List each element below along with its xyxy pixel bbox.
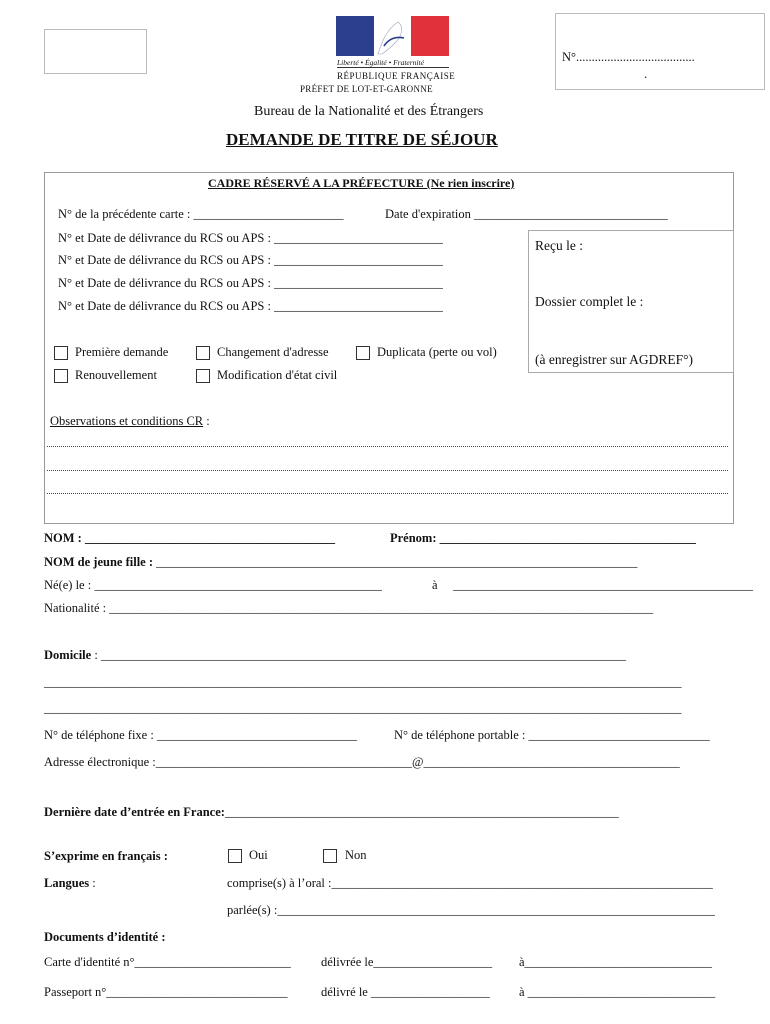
flag-blue-band — [336, 16, 374, 56]
recu-label: Reçu le : — [535, 238, 583, 253]
header-divider — [337, 67, 449, 68]
cadre-title: CADRE RÉSERVÉ A LA PRÉFECTURE (Ne rien inscrire) — [208, 176, 515, 190]
birth-date-field[interactable]: Né(e) le : ______________________________________________ — [44, 578, 382, 592]
bureau-label: Bureau de la Nationalité et des Étrangers — [254, 104, 484, 119]
domicile-line-2[interactable]: ______________________________________________________________________________________________________ — [44, 675, 682, 689]
langues-parlees-field[interactable]: parlée(s) :______________________________________________________________________ — [227, 903, 715, 917]
domicile-label: Domicile — [44, 648, 92, 662]
domicile-field[interactable] — [44, 648, 626, 663]
observations-label — [50, 414, 210, 429]
jeune-fille-field[interactable] — [44, 555, 637, 570]
birth-place-field[interactable]: ________________________________________________ — [453, 578, 753, 592]
documents-label: Documents d’identité : — [44, 930, 166, 944]
rcs-field-2[interactable]: N° et Date de délivrance du RCS ou APS : ___________________________ — [58, 253, 443, 267]
renouvellement-checkbox[interactable] — [54, 369, 68, 383]
observations-line-2[interactable] — [47, 470, 728, 471]
motto: Liberté • Égalité • Fraternité — [337, 58, 424, 67]
premiere-demande-label: Première demande — [75, 345, 169, 359]
langues-comprises-field[interactable]: comprise(s) à l’oral :_____________________________________________________________ — [227, 876, 713, 890]
jeune-fille-line: _____________________________________________________________________________ — [153, 555, 638, 569]
carte-lieu-field[interactable]: à______________________________ — [519, 955, 713, 969]
passeport-field[interactable]: Passeport n°_____________________________ — [44, 985, 288, 999]
domicile-line: : ____________________________________________________________________________________ — [91, 648, 626, 662]
changement-adresse-checkbox[interactable] — [196, 346, 210, 360]
changement-adresse-label: Changement d'adresse — [217, 345, 329, 359]
premiere-demande-checkbox[interactable] — [54, 346, 68, 360]
sexprime-label: S’exprime en français : — [44, 849, 168, 863]
photo-box — [44, 29, 147, 74]
birth-place-label: à — [432, 578, 438, 592]
nom-field[interactable]: NOM : ________________________________________ — [44, 531, 335, 545]
file-number-dot: . — [644, 67, 648, 81]
oui-label: Oui — [249, 848, 268, 862]
langues-label — [44, 876, 96, 891]
prefet-label: PRÉFET DE LOT-ET-GARONNE — [300, 84, 433, 94]
last-entry-line: _______________________________________________________________ — [224, 805, 619, 819]
observations-line-1[interactable] — [47, 446, 728, 447]
observations-line-3[interactable] — [47, 493, 728, 494]
file-number-field[interactable]: N°...................................... — [562, 50, 695, 64]
tel-portable-field[interactable]: N° de téléphone portable : _____________________________ — [394, 728, 710, 742]
domicile-line-3[interactable]: ______________________________________________________________________________________________________ — [44, 701, 682, 715]
langues-title: Langues — [44, 876, 90, 890]
rcs-field-1[interactable]: N° et Date de délivrance du RCS ou APS : ___________________________ — [58, 231, 443, 245]
flag-white-band — [374, 16, 411, 56]
modification-etat-civil-label: Modification d'état civil — [217, 368, 338, 382]
langues-colon: : — [89, 876, 96, 890]
email-field[interactable]: Adresse électronique :_________________________________________@_________________________________________ — [44, 755, 680, 769]
oui-checkbox[interactable] — [228, 849, 242, 863]
observations-title: Observations et conditions CR — [50, 414, 204, 428]
duplicata-checkbox[interactable] — [356, 346, 370, 360]
last-entry-field[interactable] — [44, 805, 619, 820]
marianne-logo — [336, 16, 449, 56]
flag-red-band — [411, 16, 449, 56]
passeport-lieu-field[interactable]: à ______________________________ — [519, 985, 716, 999]
duplicata-label: Duplicata (perte ou vol) — [377, 345, 497, 359]
renouvellement-label: Renouvellement — [75, 368, 157, 382]
marianne-icon — [374, 16, 411, 56]
republique-francaise: RÉPUBLIQUE FRANÇAISE — [337, 71, 456, 81]
receipt-box — [528, 230, 734, 373]
passeport-delivre-field[interactable]: délivré le ___________________ — [321, 985, 490, 999]
jeune-fille-label: NOM de jeune fille : — [44, 555, 154, 569]
last-entry-label: Dernière date d’entrée en France: — [44, 805, 225, 819]
dossier-label: Dossier complet le : — [535, 294, 644, 309]
page-title: DEMANDE DE TITRE DE SÉJOUR — [226, 130, 498, 149]
expiration-field[interactable]: Date d'expiration _______________________________ — [385, 207, 668, 221]
prenom-text: Prénom: _________________________________________ — [390, 531, 696, 545]
non-label: Non — [345, 848, 367, 862]
carte-delivree-field[interactable]: délivrée le___________________ — [321, 955, 493, 969]
prenom-field[interactable] — [390, 531, 696, 546]
previous-card-field[interactable]: N° de la précédente carte : ________________________ — [58, 207, 344, 221]
modification-etat-civil-checkbox[interactable] — [196, 369, 210, 383]
agdref-label: (à enregistrer sur AGDREF°) — [535, 352, 693, 367]
rcs-field-4[interactable]: N° et Date de délivrance du RCS ou APS : ___________________________ — [58, 299, 443, 313]
file-number-box — [555, 13, 765, 90]
carte-identite-field[interactable]: Carte d'identité n°_________________________ — [44, 955, 291, 969]
rcs-field-3[interactable]: N° et Date de délivrance du RCS ou APS : ___________________________ — [58, 276, 443, 290]
non-checkbox[interactable] — [323, 849, 337, 863]
nationalite-field[interactable]: Nationalité : _______________________________________________________________________________________ — [44, 601, 654, 615]
tel-fixe-field[interactable]: N° de téléphone fixe : ________________________________ — [44, 728, 357, 742]
observations-colon: : — [203, 414, 210, 428]
